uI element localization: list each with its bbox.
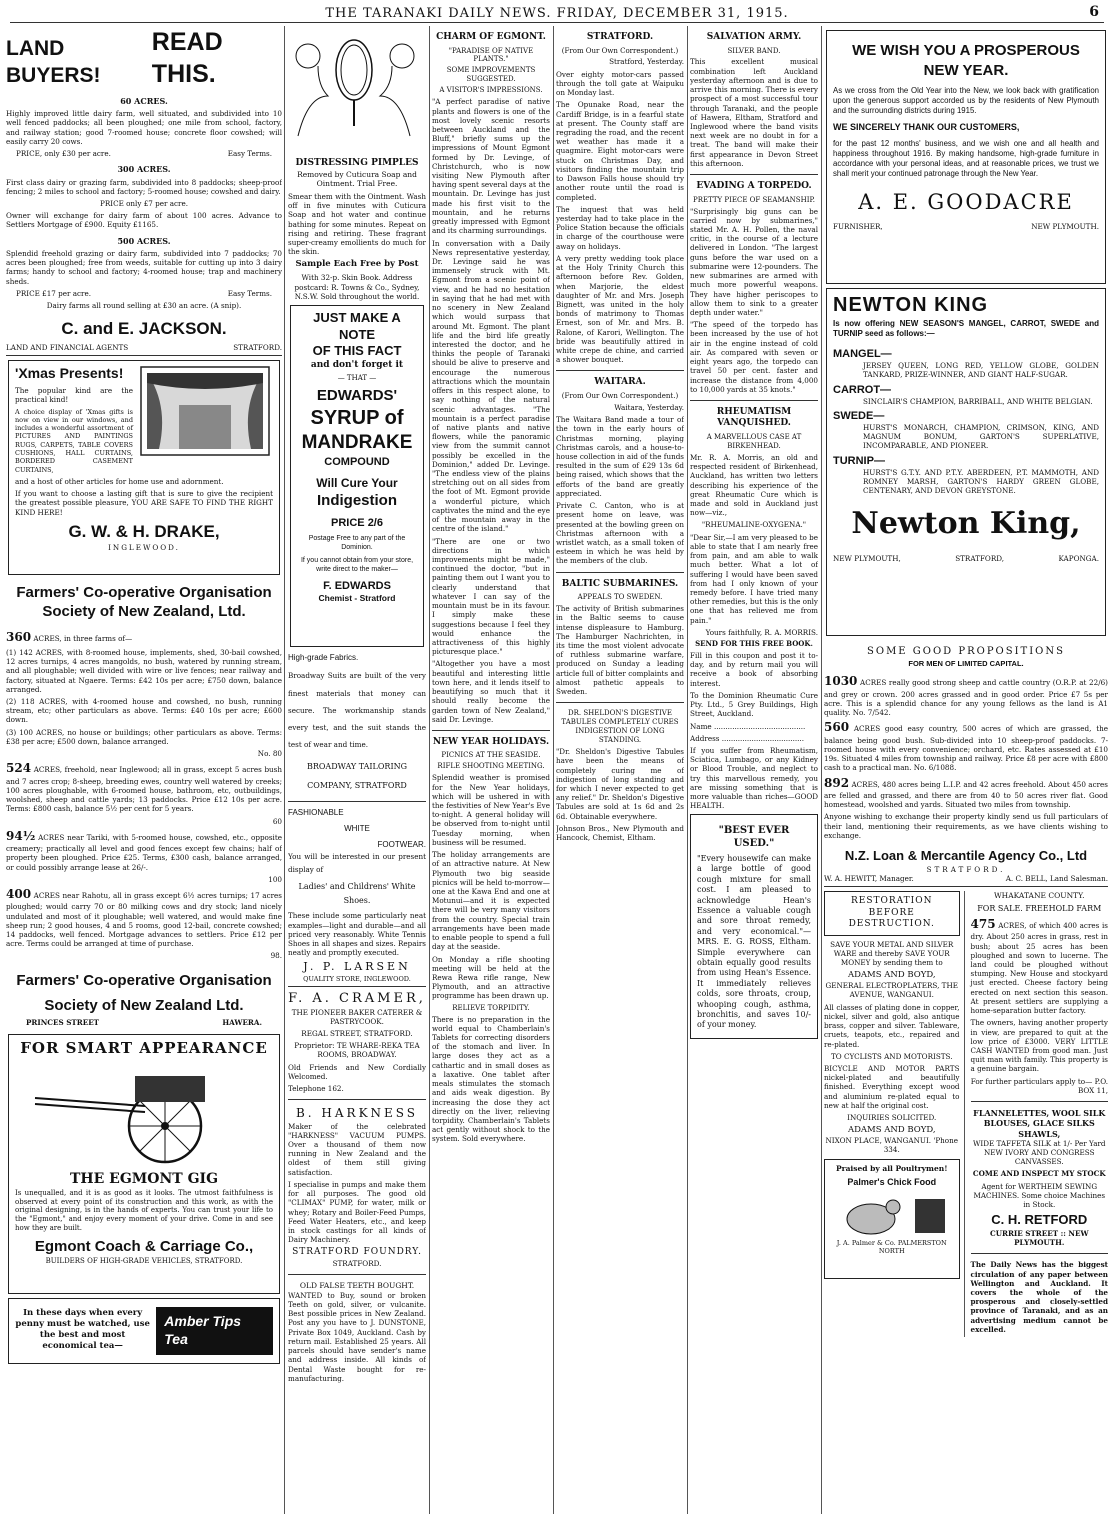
whak-text: ACRES, of which 400 acres is dry. About 250 acres in grass, rest in bush; about 25 acres has been ploughed and sown to lucerne. The land could be ploughed without stumping. New House and stockyard just erected. Cheese factory being erected on next section this season. At present settlers are supplying a home-separation butter factory. (970, 920, 1108, 1016)
signature: Yours faithfully, R. A. MORRIS. (705, 627, 818, 637)
terms-text: Easy Terms. (227, 288, 272, 298)
seed-list: SINCLAIR'S CHAMPION, BARRIBALL, AND WHITE BELGIAN. (863, 396, 1093, 406)
xmas-heading: 'Xmas Presents! (15, 365, 124, 382)
teeth-heading: OLD FALSE TEETH BOUGHT. (299, 1281, 415, 1291)
prop-text: ACRES really good strong sheep and cattle country (O.R.P. at 22/6) and grey or crown. 200 acres grassed and in good order. Price £7 5s per acre. This is a splendid chance for any young fellows as the land is A1 quality. (824, 678, 1108, 718)
tea-text: In these days when every penny must be watched, use the best and most economical tea— (15, 1308, 150, 1351)
coupon-address-field[interactable]: Address .................................... (690, 733, 805, 743)
article-subheading: A VISITOR'S IMPRESSIONS. (439, 86, 543, 95)
nzloan-manager: W. A. HEWITT, Manager. (824, 873, 914, 883)
column-rule (687, 26, 688, 1514)
retford-items: WIDE TAFFETA SILK at 1/- Per Yard NEW IVORY AND CONGRESS CANVASSES. (972, 1138, 1106, 1167)
article-subheading: RELIEVE TORPIDITY. (452, 1003, 530, 1012)
prop-no: No. 7/542. (852, 708, 891, 718)
article-paragraph: "Dear Sir,—I am very pleased to be able to state that I am nearly free from pain, and am able to walk much better. What a lot of suffering I would have been saved from had I only known of your remedy before. I have tried many other remedies, but this is the only one that has relieved me from pain." (690, 532, 818, 625)
farm-text: ACRES near Tariki, with 5-roomed house, cowshed, etc., opposite creamery; practically all level and good fences except few chains; half of property been ploughed. Price £25. Terms, £300 cash, balance arranged, or could possibly arrange lease at 26/-. (6, 832, 282, 872)
coach-sub: BUILDERS OF HIGH-GRADE VEHICLES, STRATFORD. (45, 1256, 243, 1265)
nk-location: STRATFORD, (955, 553, 1005, 563)
palmer-heading: Praised by all Poultrymen! (835, 1163, 948, 1173)
article-subheading: SOME IMPROVEMENTS SUGGESTED. (446, 66, 536, 84)
farm-acres: 94½ (6, 828, 36, 843)
article-paragraph: Fill in this coupon and post it to-day, and by return mail you will receive a book of absorbing interest. (690, 650, 818, 688)
adams-boyd-ad (824, 891, 965, 1337)
farm-listing-item: (3) 100 ACRES, no house or buildings; other particulars as above. Terms: £38 per acre; £500 down, balance arranged. (6, 727, 282, 746)
prop-acres: 560 (824, 720, 850, 735)
goodacre-name: A. E. GOODACRE (858, 190, 1074, 215)
nzloan-name: N.Z. Loan & Mercantile Agency Co., Ltd (844, 848, 1088, 864)
adams-sub: GENERAL ELECTROPLATERS, THE AVENUE, WANGANUI. (825, 981, 958, 1000)
fashion-heading: WHITE (344, 824, 370, 834)
xmas-text: and a host of other articles for home use and adornment. (15, 477, 224, 487)
seed-type: CARROT— (833, 383, 892, 396)
goodacre-right: NEW PLYMOUTH. (1031, 222, 1099, 232)
farm-acres: 360 (6, 629, 32, 644)
price-text: PRICE 2/6 (331, 517, 383, 530)
article-paragraph: "A perfect paradise of native plants and flowers is one of the most lovely scenic resorts between Auckland and the Bluff," briefly sums up the impressions of Mount Egmont formed by Dr. Levinge, of Christchurch, who is now visiting New Plymouth after having spent several days at the mountain. Dr. Levinge has just made his first visit to the mountain, and he returns greatly impressed with Egmont and its charming surroundings. (432, 97, 550, 236)
fashion-ladies: Ladies' and Childrens' White Shoes. (298, 881, 416, 905)
column-rule (553, 26, 554, 1514)
article-paragraph: "Dr. Sheldon's Digestive Tabules have been the means of completely curing me of indigestion of long standing and for which I never expected to get any relief." Dr. Sheldon's Digestive Tabules are sold at 1s 6d and 2s 6d. Obtainable everywhere. (556, 747, 684, 821)
nk-locations (833, 554, 1099, 563)
xmas-text: The popular kind are the practical kind! (15, 386, 133, 405)
wish-heading: WE WISH YOU A PROSPEROUS NEW YEAR. (852, 42, 1080, 79)
foundry-name: STRATFORD FOUNDRY. (292, 1247, 422, 1258)
prop-listing (824, 776, 1108, 810)
gig-illustration (15, 1058, 277, 1168)
article-paragraph: There is no preparation in the world equal to Chamberlain's Tablets for correcting disorders of the stomach and liver. In large doses they act as a cathartic and in small doses as a laxative. One tablet after meals stimulates the stomach and aids weak digestion. By increasing the dose they act directly on the liver, relieving torpidity. Chamberlain's Tablets act gently without shock to the system. Sold everywhere. (432, 1014, 550, 1144)
prop-heading: SOME GOOD PROPOSITIONS (867, 646, 1065, 657)
farmers-heading: Society of New Zealand, Ltd. (42, 603, 246, 621)
sample-text: With 32-p. Skin Book. Address postcard: R. Towns & Co., Sydney, N.S.W. Sold throughout the world. (294, 273, 420, 301)
drake-town: INGLEWOOD. (108, 542, 180, 552)
article-paragraph: Mr. R. A. Morris, an old and respected resident of Birkenhead, Auckland, has written two letters describing his experience of the great Rheumatic Cure which is made and sold in Auckland just now—viz., (690, 452, 818, 518)
nk-location: KAPONGA. (1058, 553, 1099, 563)
nk-heading: NEWTON KING (833, 294, 989, 316)
cramer-text: Old Friends and New Cordially Welcomed. (288, 1062, 426, 1081)
note-sub: and don't forget it (310, 359, 404, 370)
article-paragraph: "The speed of the torpedo has been increased by the use of hot air in the engine instead of cold air. As compared with seven or eight years ago, the torpedo can travel 50 per cent. faster and increase the distance from 4,000 to 10,000 yards at 35 knots." (690, 320, 818, 394)
gig-text: Is unequalled, and it is as good as it looks. The utmost faithfulness is observed at every point of its construction and this work, as with the original designing, is in the hands of experts. You can trust your life to the "Egmont," and enjoy every moment of your drive. Come in and see how they are built. (15, 1188, 273, 1233)
column-5 (690, 26, 818, 1514)
pimples-heading: DISTRESSING PIMPLES (295, 158, 419, 169)
amber-tips-ad (8, 1298, 280, 1364)
article-subheading: PICNICS AT THE SEASIDE. (441, 751, 541, 760)
farm-listing (6, 761, 282, 813)
whak-acres: 475 (970, 916, 996, 931)
goodacre-line (833, 222, 1099, 231)
fabrics-heading: High-grade Fabrics. (288, 652, 359, 662)
cramer-sub: THE PIONEER BAKER CATERER & PASTRYCOOK. (291, 1007, 423, 1026)
larsen-sub: QUALITY STORE, INGLEWOOD. (288, 975, 426, 987)
harkness-name: B. HARKNESS (295, 1106, 419, 1121)
price-text: PRICE, only £30 per acre. (16, 149, 111, 159)
note-heading: JUST MAKE A NOTE (313, 309, 401, 342)
article-paragraph: On Monday a rifle shooting meeting will be held at the Rewa Rewa rifle range, New Plymouth, and an attractive programme has been drawn up. (432, 954, 550, 1001)
cyclists-heading: TO CYCLISTS AND MOTORISTS. (830, 1051, 953, 1061)
rheum-brand: "RHEUMALINE-OXYGENA." (701, 520, 807, 530)
agent-line-text: LAND AND FINANCIAL AGENTS (6, 342, 129, 352)
article-heading: STRATFORD. (586, 32, 654, 42)
column-rule (284, 26, 285, 1514)
xmas-presents-ad (8, 360, 280, 575)
article-paragraph: Johnson Bros., New Plymouth and Hancock, Chemist, Eltham. (556, 823, 684, 843)
article-dateline: Stratford, Yesterday. (609, 57, 684, 67)
inquiries-text: INQUIRIES SOLICITED. (847, 1113, 937, 1123)
farmers-heading: Farmers' Co-operative Organisation (16, 971, 272, 989)
article-paragraph: The Waitara Band made a tour of the town in the early hours of Christmas morning, playing Christmas carols, and a house-to-house collection in aid of the funds resulted in the sum of £29 13s 6d being raised, which shows that the efforts of the band are greatly appreciated. (556, 415, 684, 498)
newton-king-ad (826, 288, 1106, 636)
article-subheading: (From Our Own Correspondent.) (561, 46, 679, 55)
listing-text: Splendid freehold grazing or dairy farm, subdivided into 7 paddocks; 70 acres been ploughed; free from weeds, suitable for cutting up into 3 dairy farms; handy to school and factory; 4-roomed house; trap and machinery sheds. (6, 248, 282, 286)
article-paragraph: "Altogether you have a most beautiful and interesting little town here, and it lends itself to beautifying so much that it should really become the garden town of New Zealand," said Dr. Levinge. (432, 659, 550, 724)
cramer-name: F. A. CRAMER, (288, 990, 426, 1006)
prop-acres: 892 (824, 775, 850, 790)
article-paragraph: Splendid weather is promised for the New Year holidays, which will be ushered in with the festivities of New Year's Eve to-night. A general holiday will be observed from to-night until Tuesday morning, when business will be resumed. (432, 773, 550, 847)
listing-price (6, 149, 282, 158)
article-paragraph: This excellent musical combination left Auckland yesterday afternoon and is due to arrive this morning. There is every prospect of a most successful tour through Taranaki, and the people of Hawera, Eltham, Stratford and Inglewood where the band visits next week are no doubt in for a treat. The band will make their first appearance in Devon Street this afternoon. (690, 57, 818, 168)
gig-heading: THE EGMONT GIG (69, 1170, 219, 1187)
hean-essence-ad (690, 814, 818, 1038)
wish-text: for the past 12 months' business, and we wish one and all health and happiness throughout 1916. By making handsome, high-grade furniture in accordance with your personal ideas, and at reasonable prices, we trust we shall merit your continued patronage through the New Year. (833, 139, 1099, 179)
smart-heading: FOR SMART APPEARANCE (20, 1039, 268, 1058)
farm-listing (6, 829, 282, 872)
nk-signature: Newton King, (851, 506, 1081, 542)
drake-name: G. W. & H. DRAKE, (68, 521, 220, 541)
listing-number: No. 80 (257, 749, 282, 759)
seed-list: HURST'S MONARCH, CHAMPION, CRIMSON, KING, AND MAGNUM BONUM, GARTON'S SUPERLATIVE, INCOMPARABLE, AND PIONEER. (863, 422, 1099, 451)
whak-heading: WHAKATANE COUNTY. (993, 891, 1085, 901)
article-subheading: RIFLE SHOOTING MEETING. (437, 762, 545, 771)
restore-text: All classes of plating done in copper, nickel, silver and gold, also antique brass, copper and silver. Tableware, cruets, teapots, etc., repaired and re-plated. (824, 1002, 960, 1049)
fashion-heading: FOOTWEAR. (377, 840, 426, 850)
curtain-illustration (139, 365, 271, 457)
maker-sub: Chemist - Stratford (318, 593, 396, 604)
restore-heading: RESTORATION BEFORE DESTRUCTION. (824, 891, 960, 936)
best-text: "Every housewife can make a large bottle of good cough mixture for small cost. I am pleased to acknowledge Hean's Essence a valuable cough and sore throat remedy, and very economical."— MRS. E. G. ROSS, Eltham. Simple everywhere can obtain equally good results from using Hean's Essence. It immediately relieves colds, sore throats, croup, whooping cough, asthma, bronchitis, and saves 10/- of your money. (697, 854, 811, 1030)
article-paragraph: Over eighty motor-cars passed through the toll gate at Waipuku on Monday last. (556, 69, 684, 98)
article-subheading: SILVER BAND. (727, 46, 781, 55)
farm-text: ACRES near Rahotu, all in grass except 6½ acres turnips; 17 acres ploughed; would carry 70 or 80 milking cows and dry stock; land nicely undulated and most of it ploughable; well watered, and would make fine sheep run; 2 good houses, 4 and 5 rooms, good 12-bail, concrete cowshed; 14 paddocks, well fenced. Mortgage advances to settlers. Price £12 per acre. Terms could be arranged at time of purchase. (6, 891, 282, 949)
article-heading: CHARM OF EGMONT. (436, 32, 546, 42)
nzloan-staff (824, 874, 1108, 887)
farm-listing-item: (2) 118 ACRES, with 4-roomed house and cowshed, no bush, running stream, etc; other particulars as above. Terms: £40 10s per acre; £600 down. (6, 697, 282, 725)
article-heading: EVADING A TORPEDO. (696, 181, 812, 192)
farmers-street: PRINCES STREET (26, 1018, 100, 1028)
column-rule (429, 26, 430, 1514)
coupon-name-label: Name (690, 721, 712, 731)
larsen-name: J. P. LARSEN (303, 960, 411, 974)
article-heading: NEW YEAR HOLIDAYS. (432, 736, 550, 747)
palmer-agent: J. A. Palmer & Co. PALMERSTON NORTH (836, 1238, 947, 1256)
prop-note: Anyone wishing to exchange their property kindly send us full particulars of their land, mentioning their requirements, as we have clients wishing to exchange. (824, 812, 1108, 840)
mandrake-title: MANDRAKE (301, 432, 413, 454)
article-paragraph: "There are one or two directions in which improvements might be made," continued the doctor, "but in painting them out I want you to clearly understand that whatever I can say of the mountain must be in its favour. I simply make these suggestions because I feel they would enhance the attractiveness of this highly picturesque place." (432, 536, 550, 657)
daily-news-note: The Daily News has the biggest circulation of any paper between Wellington and Auckland. It covers the whole of the prosperous and closely-settled province of Taranaki, and as an advertising medium cannot be excelled. (970, 1260, 1108, 1334)
teeth-text: WANTED to Buy, sound or broken Teeth on gold, silver, or vulcanite. Best possible prices in New Zealand. Post any you have to J. DUNSTONE, Private Box 1049, Auckland. Cash by return mail. Established 25 years. All parcels should have sender's name and address inside. All kinds of Dental Waste bought for re-manufacturing. (288, 1290, 426, 1383)
pimples-sub: Removed by Cuticura Soap and Ointment. Trial Free. (297, 169, 417, 189)
article-subheading: PRETTY PIECE OF SEAMANSHIP. (693, 195, 815, 204)
masthead-title: THE TARANAKI DAILY NEWS. FRIDAY, DECEMBER 31, 1915. (325, 5, 789, 21)
article-paragraph: The activity of British submarines in the Baltic seems to cause intense displeasure to Hamburg. The Hamburger Nachrichten, in its time the most violent advocate of ruthless submarine warfare, produced on Sunday a leading article full of bitter complaints and almost pathetic appeals to Sweden. (556, 604, 684, 697)
restore-text: SAVE YOUR METAL AND SILVER WARE and thereby SAVE YOUR MONEY by sending them to (830, 939, 954, 968)
xmas-text: A choice display of 'Xmas gifts is now on view in our windows, and includes a wonderful assortment of PICTURES AND PAINTINGS RUGS, CARPETS, TABLE COVERS CUSHIONS, HALL CURTAINS, BORDERED CASEMENT CURTAINS, (15, 407, 133, 474)
syrup-title: SYRUP of (310, 406, 404, 429)
seed-type: MANGEL— (833, 348, 892, 361)
farm-text: ACRES, freehold, near Inglewood; all in grass, except 5 acres bush and 7 acres crop; 8-sheep, breeding ewes, country well watered by creeks; 100 acres ploughable, with 6-roomed house, bathroom, etc, outbuildings, woolshed, sheep and cattle yards; 13 paddocks. Price £12 10s per acre. Terms: £800 cash, balance 5½ per cent for 5 years. (6, 765, 282, 814)
tea-brand: Amber Tips Tea (156, 1307, 273, 1355)
harkness-text: Maker of the celebrated "HARKNESS" VACUUM PUMPS. Over a thousand of them now running in New Zealand and the oldest of them still giving satisfaction. (288, 1121, 426, 1177)
farmers-town: HAWERA. (222, 1018, 262, 1028)
hen-illustration (831, 1193, 951, 1237)
whak-sale: FOR SALE. FREEHOLD FARM (977, 903, 1102, 913)
listing-acres: 60 ACRES. (120, 96, 168, 106)
listing-acres: 500 ACRES. (117, 235, 171, 246)
seed-type: TURNIP— (833, 454, 885, 467)
indigestion-text: Indigestion (317, 491, 397, 509)
compound-title: COMPOUND (324, 456, 390, 469)
coach-heading: Egmont Coach & Carriage Co., (34, 1238, 254, 1256)
prop-acres: 1030 (824, 674, 858, 689)
whak-box: For further particulars apply to— P.O. BOX 11, (970, 1076, 1108, 1095)
masthead (10, 4, 1104, 23)
article-paragraph: Private C. Canton, who is at present home on leave, was presented at the bowling green on Christmas afternoon with a wristlet watch, as a small token of esteem in which he was held by the members of the club. (556, 501, 684, 566)
harkness-text: I specialise in pumps and make them for all purposes. The good old "CLIMAX" PUMP, for water, milk or whey; Rotary and Boiler-Feed Pumps, Feed Water Heaters, etc., and keep in stock castings for all kinds of Dairy Machinery. (288, 1179, 426, 1245)
pimples-text: Smear them with the Ointment. Wash off in five minutes with Cuticura Soap and hot water and continue bathing for some minutes. Repeat on rising and retiring. These fragrant super-creamy emollients do much for the skin. (288, 191, 426, 257)
nzloan-salesman: A. C. BELL, Land Salesman. (1005, 873, 1108, 883)
listing-number: 98. (270, 951, 282, 961)
broadway-name: BROADWAY TAILORING COMPANY, STRATFORD (306, 761, 408, 790)
cramer-prop: Proprietor: TE WHARE-REKA TEA ROOMS, BROADWAY. (294, 1041, 420, 1060)
goodacre-left: FURNISHER, (833, 222, 883, 232)
sample-heading: Sample Each Free by Post (295, 259, 419, 270)
fashion-text: These include some particularly neat examples—light and durable—and all priced very reasonably. White Tennis Shoes in all shapes and sizes. Repairs neatly and promptly executed. (288, 911, 426, 958)
listing-text: First class dairy or grazing farm, subdivided into 8 paddocks; sheep-proof fencing; 2 miles to school and factory; 5-roomed house; cowshed and dairy. (6, 177, 282, 196)
listing-text: Highly improved little dairy farm, well situated, and subdivided into 10 well fenced paddocks; all been ploughed; one mile from school, factory, and railway station; good 7-roomed house; concrete floor cowshed; will easily carry 20 cows. (6, 109, 282, 146)
nk-location: NEW PLYMOUTH, (833, 553, 901, 563)
cramer-tel: Telephone 162. (288, 1084, 344, 1094)
farm-text: ACRES, in three farms of— (33, 633, 133, 643)
farm-acres: 524 (6, 761, 32, 776)
article-paragraph: The inquest that was held yesterday had to take place in the Police Station because the officials in charge of the courthouse were away on holidays. (556, 204, 684, 251)
farm-acres: 400 (6, 887, 32, 901)
listing-acres: 300 ACRES. (117, 164, 171, 175)
column-rule (821, 26, 822, 1514)
prop-text: ACRES, 480 acres being L.I.P. and 42 acres freehold. About 450 acres are felled and grassed, and there are from 40 to 50 acres river flat. Good homestead, woolshed and yards. Situated two miles from township. (824, 779, 1108, 810)
article-heading: WAITARA. (594, 377, 646, 388)
whak-text: The owners, having another property in view, are prepared to quit at the low price of £3000. VERY LITTLE CASH WANTED from good man. Just quit man with family. This property is a genuine bargain. (970, 1018, 1108, 1074)
adams-sub: NIXON PLACE, WANGANUI. 'Phone 334. (825, 1136, 959, 1155)
cure-text: Will Cure Your (316, 475, 398, 490)
postage-text: Postage Free to any part of the Dominion. (308, 535, 406, 552)
listing-price: PRICE only £7 per acre. (99, 199, 188, 208)
coupon-name-field[interactable]: Name ........................................ (690, 721, 806, 731)
retford-address: CURRIE STREET :: NEW PLYMOUTH. (989, 1228, 1089, 1248)
article-heading: RHEUMATISM VANQUISHED. (716, 406, 792, 429)
palmer-brand: Palmer's Chick Food (847, 1177, 937, 1188)
free-book-heading: SEND FOR THIS FREE BOOK. (695, 639, 813, 649)
mandrake-ad (290, 305, 424, 647)
article-paragraph: In conversation with a Daily News representative yesterday, Dr. Levinge said he was immensely struck with Mt. Egmont from a scenic point of view, and he had no hesitation in saying that he had met with no scenery in New Zealand which would surpass that around Mt. Egmont. The plant life and the bird life greatly interested the doctor, and he thinks the people of Taranaki should be alive to preserve and encourage the numerous attractions which the mountain offers in this respect alone, to say nothing of the natural scenic advantages. "The mountain is a perfect paradise of native plants and native flowers, while the panoramic view from the summit cannot possibly be excelled in the Dominion," added Dr. Levinge. "The endless view of the plains stretching out on all sides from the foot of Mt. Egmont provide a wonderful picture, which captivates the mind and the eye of the mountain away in the centre of the island." (432, 238, 550, 534)
article-paragraph: If you suffer from Rheumatism, Sciatica, Lumbago, or any Kidney or Blood Trouble, and neglect to try this marvellous remedy, you are missing something that is more valuable than riches—GOOD HEALTH. (690, 745, 818, 811)
column-4 (556, 26, 684, 1514)
prop-no: No. 6/1088. (913, 763, 957, 773)
column-2 (288, 26, 426, 1514)
that-text: — THAT — (337, 374, 377, 383)
article-paragraph: A very pretty wedding took place at the Holy Trinity Church this afternoon before Rev. Golden, when Marjorie, the eldest daughter of Mr. and Mrs. Joseph Bignett, was united in the holy bonds of matrimony to Thomas Ernest, son of Mr. and Mrs. B. Ralone, of Karori, Wellington. The bride was beautifully attired in white crepe de chine, and carried a shower bouquet. (556, 253, 684, 365)
adams-name: ADAMS AND BOYD, (847, 970, 936, 981)
cyclists-text: BICYCLE AND MOTOR PARTS nickel-plated and beautifully finished. Everything except wood and aluminium re-plated equal to new at half the original cost. (824, 1063, 960, 1110)
prop-listing (824, 720, 1108, 772)
nk-sub: Is now offering NEW SEASON'S MANGEL, CARROT, SWEDE and TURNIP seed as follows:— (833, 318, 1099, 338)
seed-list: HURST'S G.T.Y. AND P.T.Y. ABERDEEN, P.T. MAMMOTH, AND ROMNEY MARSH, GARTON'S HARDY GREEN GLOBE, CENTENARY, AND DEVON GREYSTONE. (863, 467, 1099, 496)
listing-number: 100 (268, 874, 282, 884)
pimples-illustration (288, 26, 422, 156)
column-3 (432, 26, 550, 1514)
article-heading: BALTIC SUBMARINES. (561, 578, 679, 589)
agent-line (6, 343, 282, 356)
prop-listing (824, 674, 1108, 717)
farm-listing (6, 887, 282, 948)
listing-number: 60 (272, 816, 282, 826)
retford-name: C. H. RETFORD (991, 1212, 1088, 1228)
article-paragraph: The Opunake Road, near the Cardiff Bridge, is in a fearful state at present. The County staff are regrading the road, and the recent wet weather has made it a quagmire. Eight motor-cars were stuck on Christmas Day, and visitors finding the mountain trip to Dawson Falls house should try another route until the road is completed. (556, 100, 684, 202)
page-number: 6 (1089, 4, 1100, 20)
palmer-chick-food-ad (824, 1159, 960, 1279)
retford-inspect: COME AND INSPECT MY STOCK (972, 1169, 1106, 1179)
prop-text: ACRES good easy country, 500 acres of which are grassed, the balance being good bush. Sub-divided into 10 sheep-proof paddocks. 7-roomed house with every convenience; orchard, etc. Rates assessed at £10 19s. Situated 4 miles from township and railway. Price £8 per acre with £800 cash to a practical man. (824, 724, 1108, 773)
adams-name: ADAMS AND BOYD, (847, 1125, 936, 1136)
article-subheading: (From Our Own Correspondent.) (561, 391, 679, 400)
article-heading: SALVATION ARMY. (706, 32, 802, 42)
listing-note: Dairy farms all round selling at £30 an acre. (A snip). (46, 300, 242, 310)
wish-text: As we cross from the Old Year into the New, we look back with gratification upon the generous support accorded us by the residents of New Plymouth and the surrounding districts during 1915. (833, 86, 1099, 115)
farm-listing-item: (1) 142 ACRES, with 8-roomed house, implements, shed, 30-bail cowshed, 12 acres turnips, 4 acres mangolds, no bush, watered by running stream, and all ploughable; well divided with wire or live fences; near railway and factory, situated at Ngaere. Terms: £42 10s per acre; £750 down, balance arranged. (6, 647, 282, 694)
xmas-text: If you want to choose a lasting gift that is sure to give the recipient the greatest possible pleasure, YOU ARE SAFE TO FIND THE RIGHT KIND HERE! (15, 489, 273, 517)
whakatane-column (971, 891, 1109, 1337)
egmont-gig-ad (8, 1034, 280, 1294)
farmers-address (6, 1015, 282, 1030)
price-text: PRICE £17 per acre. (16, 288, 91, 298)
article-dateline: Waitara, Yesterday. (614, 402, 684, 412)
land-buyers-header (6, 26, 282, 90)
farmers-heading: Society of New Zealand Ltd. (44, 996, 244, 1014)
retford-agent: Agent for WERTHEIM SEWING MACHINES. Some choice Machines in Stock. (973, 1181, 1106, 1210)
nzloan-town: STRATFORD. (926, 864, 1006, 874)
fabrics-text: Broadway Suits are built of the very finest materials that money can secure. The workmanship stands every test, and the suit stands the test of wear and time. (288, 671, 426, 750)
article-subheading: "PARADISE OF NATIVE PLANTS." (448, 46, 534, 64)
read-this-title: READ THIS. (151, 28, 223, 88)
fashion-text: You will be interested in our present display of (288, 851, 426, 874)
land-buyers-title: LAND BUYERS! (6, 37, 101, 88)
farmers-heading: Farmers' Co-operative Organisation (16, 584, 272, 602)
thank-text: WE SINCERELY THANK OUR CUSTOMERS, (833, 121, 1020, 132)
agent-name: C. and E. JACKSON. (61, 319, 227, 339)
seed-type: SWEDE— (833, 409, 885, 422)
article-paragraph: "Surprisingly big guns can be carried now by submarines," stated Mr. A. H. Pollen, the naval critic, in the course of a lecture delivered in London. "The largest guns before the war used on a submarine were 12-pounders. The new submarines are armed with much more powerful weapons. They have higher periscopes to allow them to sink to a greater depth under water." (690, 206, 818, 317)
agent-town: STRATFORD. (233, 342, 282, 352)
coupon-text: To the Dominion Rheumatic Cure Pty. Ltd., 5 Grey Buildings, High Street, Auckland. (690, 690, 818, 719)
note-heading: OF THIS FACT (312, 343, 402, 359)
article-subheading: APPEALS TO SWEDEN. (577, 593, 663, 602)
column-6 (824, 26, 1108, 1514)
whak-listing (971, 917, 1109, 1015)
foundry-sub: STRATFORD. (332, 1258, 382, 1268)
maker-name: F. EDWARDS (323, 579, 391, 592)
column-1 (6, 26, 282, 1514)
article-paragraph: The holiday arrangements are of an attractive nature. At New Plymouth two big seaside picnics will be held to-morrow—one at the Kawa End and one at Motunui—and it is expected there will be very many visitors from the country. Special train arrangements have been made to enable people to spend a full day at the seaside. (432, 850, 550, 952)
article-subheading: DR. SHELDON'S DIGESTIVE TABULES COMPLETELY CURES INDIGESTION OF LONG STANDING. (561, 709, 679, 745)
article-subheading: A MARVELLOUS CASE AT BIRKENHEAD. (706, 432, 802, 450)
cramer-street: REGAL STREET, STRATFORD. (301, 1028, 413, 1038)
obtain-text: If you cannot obtain from your store, write direct to the maker— (300, 557, 414, 573)
fashion-heading: FASHIONABLE (288, 808, 344, 817)
best-heading: "BEST EVER USED." (718, 825, 790, 850)
seed-list: JERSEY QUEEN, LONG RED, YELLOW GLOBE, GOLDEN TANKARD, PRIZE-WINNER, AND GIANT HALF-SUGAR. (863, 361, 1099, 380)
retford-items: FLANNELETTES, WOOL SILK BLOUSES, GLACE SILKS SHAWLS, (973, 1108, 1106, 1139)
prop-sub: FOR MEN OF LIMITED CAPITAL. (908, 658, 1024, 668)
terms-text: Easy Terms. (227, 149, 272, 159)
farm-listing (6, 630, 282, 645)
goodacre-ad (826, 30, 1106, 284)
listing-price (6, 289, 282, 298)
coupon-address-label: Address (690, 733, 720, 743)
listing-text: Owner will exchange for dairy farm of about 100 acres. Advance to Settlers Mortgage of £900. Equity £1165. (6, 211, 282, 230)
edwards-title: EDWARDS' (316, 387, 398, 405)
